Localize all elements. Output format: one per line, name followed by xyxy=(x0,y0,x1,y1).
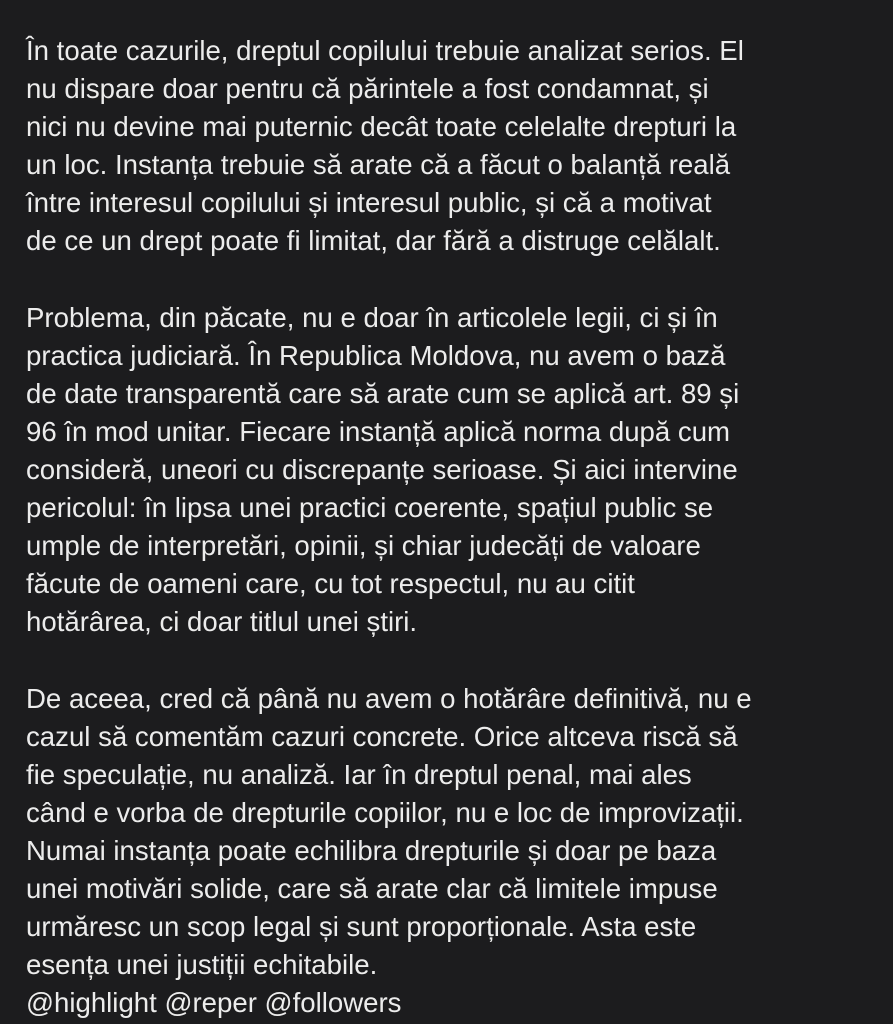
text-line: făcute de oameni care, cu tot respectul, nu au citit xyxy=(26,568,635,600)
text-line: pericolul: în lipsa unei practici coerente, spațiul public se xyxy=(26,492,714,524)
text-line: consideră, uneori cu discrepanțe serioase. Și aici intervine xyxy=(26,454,738,486)
text-line: urmăresc un scop legal și sunt proporționale. Asta este xyxy=(26,911,697,943)
text-line: În toate cazurile, dreptul copilului trebuie analizat serios. El xyxy=(26,35,744,66)
text-line: esența unei justiții echitabile. xyxy=(26,949,378,981)
text-line: de date transparentă care să arate cum se aplică art. 89 și xyxy=(26,377,740,409)
text-line: între interesul copilului și interesul public, și că a motivat xyxy=(26,187,712,219)
text-line: când e vorba de drepturile copiilor, nu e loc de improvizații. xyxy=(26,796,744,828)
text-line: practica judiciară. În Republica Moldova, nu avem o bază xyxy=(26,339,726,371)
post-paragraph-3 xyxy=(26,680,876,1023)
text-line: umple de interpretări, opinii, și chiar judecăți de valoare xyxy=(26,530,701,562)
text-line: nici nu devine mai puternic decât toate celelalte drepturi la xyxy=(26,111,737,143)
text-line: un loc. Instanța trebuie să arate că a făcut o balanță reală xyxy=(26,149,731,181)
mentions-line: @highlight @reper @followers xyxy=(26,987,402,1019)
text-line: Numai instanța poate echilibra drepturile și doar pe baza xyxy=(26,834,717,866)
text-line: de ce un drept poate fi limitat, dar fără a distruge celălalt. xyxy=(26,225,721,257)
post-body xyxy=(26,32,876,1022)
post-paragraph-2 xyxy=(26,299,876,642)
text-line: fie speculație, nu analiză. Iar în dreptul penal, mai ales xyxy=(26,758,692,790)
text-line: 96 în mod unitar. Fiecare instanță aplică norma după cum xyxy=(26,415,731,447)
text-line: nu dispare doar pentru că părintele a fost condamnat, și xyxy=(26,73,709,105)
text-line: hotărârea, ci doar titlul unei știri. xyxy=(26,606,418,638)
text-line: Problema, din păcate, nu e doar în articolele legii, ci și în xyxy=(26,301,718,333)
text-line: De aceea, cred că până nu avem o hotărâre definitivă, nu e xyxy=(26,682,752,714)
text-line: cazul să comentăm cazuri concrete. Orice altceva riscă să xyxy=(26,720,738,752)
paragraph-spacer xyxy=(26,261,876,299)
post-paragraph-1 xyxy=(26,32,876,261)
text-line: unei motivări solide, care să arate clar că limitele impuse xyxy=(26,873,718,905)
paragraph-spacer xyxy=(26,642,876,680)
